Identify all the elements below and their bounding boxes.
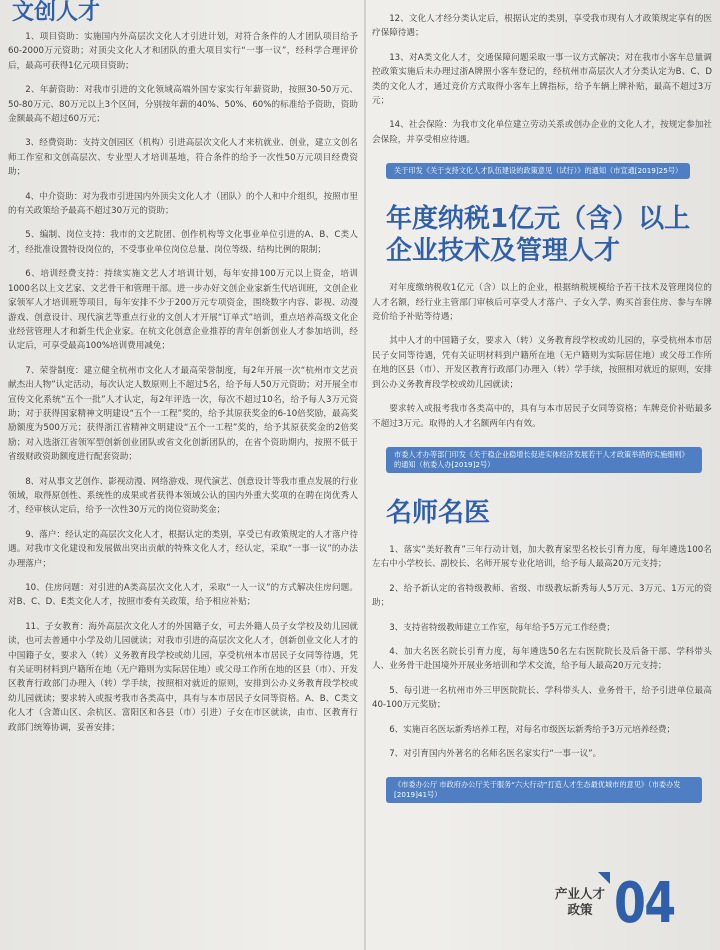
column-divider <box>364 0 366 950</box>
paragraph-teachers-6: 6、实施百名医坛新秀培养工程，对每名市级医坛新秀给予3万元培养经费； <box>389 724 676 735</box>
paragraph-medical: 12、文化人才经分类认定后，根据认定的类别，享受我市现有人才政策规定享有的医疗保障待遇； <box>372 14 712 39</box>
policy-notice-tax: 市委人才办等部门印发《关于稳企业稳增长促进实体经济发展若干人才政策举措的实施细则》的通知（杭委人办[2019]2号） <box>386 447 702 473</box>
paragraph-tax-highschool: 要求转入或报考我市各类高中的，具有与本市居民子女同等资格；车牌竞价补贴最多不超过3万元。取得的人才名额两年内有效。 <box>372 404 712 429</box>
right-column <box>372 0 712 817</box>
section-title-teachers-doctors: 名师名医 <box>386 497 491 528</box>
paragraph-children-education: 11、子女教育：海外高层次文化人才的外国籍子女，可去外籍人员子女学校及幼儿园就读，也可去普通中小学及幼儿园就读；对我市引进的高层次文化人才，创新创业文化人才的中国籍子女，要求入（转）义务教育段学校或幼儿园，享受杭州本市居民子女同等待遇，凭有关证明材料到户籍所在地（无户籍则为实际居住地）或父母工作所在地的区县（市）、开发区教育行政部门办理入（转）学手续，按照相对就近的原则，安排到公办义务教育段学校或幼儿园就读；要求转入或报考我市各类高中，具有与本市居民子女同等资格。A、B、C类文化人才（含萧山区、余杭区、富阳区和各县（市）引进）子女在市区就读，由市、区教育行政部门统筹协调，妥善安排； <box>8 621 358 733</box>
page-number: 04 <box>614 871 675 936</box>
paragraph-teachers-4: 4、加大名医名院长引育力度，每年遴选50名左右医院院长及后备干部、学科带头人、业务骨干赴国境外开展业务培训和学术交流，给予每人最高20万元支持； <box>372 646 712 672</box>
footer-label-line-1: 产业人才 <box>554 886 605 901</box>
paragraph-award-bonus: 8、对从事文艺创作、影视动漫、网络游戏、现代演艺、创意设计等我市重点发展的行业领域，取得原创性、系统性的成果或者获得本领域公认的国内外重大奖项的在聘在岗优秀人才，经审核认定后，给予一次性30万元的岗位资助奖金； <box>8 476 358 516</box>
paragraph-project-funding: 1、项目资助：实施国内外高层次文化人才引进计划，对符合条件的人才团队项目给予60-2000万元资助；对顶尖文化人才和团队的重大项目实行“一事一议”，经科学合理评价后，最高可获得1亿元项目资助； <box>8 32 358 71</box>
paragraph-expense-funding: 3、经费资助：支持文创园区（机构）引进高层次文化人才来杭就业、创业，建立文创名师工作室和文创高层次、专业型人才培训基地，符合条件的给予一次性50万元项目经费资助； <box>8 138 358 178</box>
policy-notice-culture: 关于印发《关于支持文化人才队伍建设的政策意见（试行）》的通知（市宣通[2019]25号） <box>386 163 690 179</box>
paragraph-training-support: 6、培训经费支持：持续实施文艺人才培训计划，每年安排100万元以上资金，培训1000名以上文艺家、文艺骨干和管理干部。进一步办好文创企业家新生代培训班，文创企业家领军人才培训班等项目，每年安排不少于200万元专项资金，围绕数字内容、影视、动漫游戏、创意设计、现代演艺等重点行业的文创人才开展“订单式”培训，重点培养高级文化企业经营管理人才和新生代企业家。在杭文化创意企业推荐的青年创新创业人才参加培训，经认定后，可享受最高100%培训费用减免； <box>8 269 358 352</box>
paragraph-tax-quota: 对年度缴纳税收1亿元（含）以上的企业，根据纳税规模给予若干技术及管理岗位的人才名额，经行业主管部门审核后可享受人才落户、子女入学、购买首套住房、参与车牌竞价给予补贴等待遇； <box>372 283 712 323</box>
left-column <box>8 0 358 745</box>
section-title-line-1: 年度纳税1亿元（含）以上 <box>386 204 691 235</box>
paragraph-tax-children: 其中人才的中国籍子女，要求入（转）义务教育段学校或幼儿园的，享受杭州本市居民子女同等待遇，凭有关证明材料到户籍所在地（无户籍则为实际居住地）或父母工作所在地的区县（市）、开发区教育行政部门办理入（转）学手续，按照相对就近的原则，安排到公办义务教育段学校或幼儿园就读； <box>372 336 712 390</box>
paragraph-household-registration: 9、落户：经认定的高层次文化人才，根据认定的类别，享受已有政策规定的人才落户待遇。对我市文化建设和发展做出突出贡献的特殊文化人才，经认定，采取“一事一议”的办法办理落户； <box>8 529 358 569</box>
paragraph-teachers-5: 5、每引进一名杭州市外三甲医院院长、学科带头人、业务骨干，给予引进单位最高40-100万元奖励； <box>372 685 712 711</box>
paragraph-housing: 10、住房问题：对引进的A类高层次文化人才，采取“一人一议”的方式解决住房问题。对B、C、D、E类文化人才，按照市委有关政策，给予相应补贴； <box>8 583 358 608</box>
paragraph-honor-system: 7、荣誉制度：建立健全杭州市文化人才最高荣誉制度，每2年开展一次“杭州市文艺贡献杰出人物”认定活动，每次认定人数原则上不超过5名，给予每人50万元资助；对开展全市宣传文化系统“五个一批”人才认定，每2年评选一次，每次不超过10名，给予每人3万元资助；对于获得国家精神文明建设“五个一工程”奖的，给予其原获奖金的6-10倍奖励，最高奖励额度为500万元；获得浙江省精神文明建设“五个一工程”奖的，给予其原获奖金的2倍奖励；对入选浙江省领军型创新创业团队或省文化创新团队的，在省个资助期内，按照不低于省级财政资助额度进行配套资助； <box>8 365 358 463</box>
corner-triangle-decoration <box>598 872 610 884</box>
paragraph-staffing-support: 5、编制、岗位支持：我市的文艺院团、创作机构等文化事业单位引进的A、B、C类人才，经批准设置特设岗位的，不受事业单位岗位总量、岗位等级、结构比例的限制； <box>8 230 358 255</box>
paragraph-social-insurance: 14、社会保险：为我市文化单位建立劳动关系或创办企业的文化人才，按规定参加社会保险，并享受相应待遇。 <box>372 120 712 145</box>
policy-notice-teachers: 《市委办公厅 市政府办公厅关于服务“六大行动”打造人才生态最优城市的意见》（市委办发[2019]41号） <box>386 777 702 803</box>
paragraph-transport: 13、对A类文化人才，交通保障问题采取一事一议方式解决；对在我市小客车总量调控政策实施后未办理过浙A牌照小客车登记的，经杭州市高层次人才分类认定为B、C、D类的文化人才，通过竞价方式取得小客车上牌指标，给予车辆上牌补贴，最高不超过3万元； <box>372 52 712 107</box>
page-title: 文创人才 <box>12 0 101 25</box>
footer-label-line-2: 政策 <box>567 902 593 917</box>
footer-label <box>550 886 610 918</box>
section-title-tax-talent <box>386 203 712 267</box>
paragraph-agency-funding: 4、中介资助：对为我市引进国内外顶尖文化人才（团队）的个人和中介组织，按照市里的有关政策给予最高不超过30万元的资助； <box>8 191 358 217</box>
paragraph-teachers-2: 2、给予新认定的省特级教师、省级、市级教坛新秀每人5万元、3万元、1万元的资助； <box>372 583 712 609</box>
section-title-line-2: 企业技术及管理人才 <box>386 236 621 267</box>
paragraph-teachers-7: 7、对引育国内外著名的名师名医名家实行“一事一议”。 <box>389 748 602 759</box>
paragraph-teachers-1: 1、落实“美好教育”三年行动计划，加大教育家型名校长引育力度，每年遴选100名左右中小学校长、副校长、名师开展专业化培训，给予每人最高20万元支持； <box>372 544 712 570</box>
paragraph-salary-funding: 2、年薪资助：对我市引进的文化领域高端外国专家实行年薪资助，按照30-50万元、50-80万元、80万元以上3个区间，分别按年薪的40%、50%、60%的标准给予资助，资助金额最高不超过60万元； <box>8 85 358 125</box>
paragraph-teachers-3: 3、支持省特级教师建立工作室，每年给予5万元工作经费； <box>389 622 615 633</box>
